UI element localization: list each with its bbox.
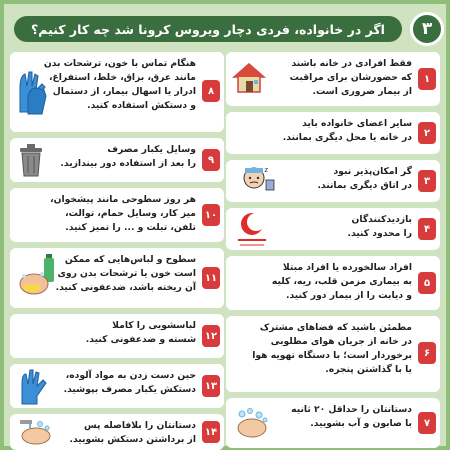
item-text: وسایل یکبار مصرف را بعد از استفاده دور بیندازید. [60, 144, 196, 169]
item-text: افراد سالخورده یا افراد مبتلا به بیماری مزمن قلب، ریه، کلیه و دیابت را از بیمار دور کنید. [271, 262, 412, 301]
handwash-icon [232, 406, 272, 440]
item-text: سایر اعضای خانواده باید در خانه یا محل دیگری بمانند. [282, 118, 412, 143]
item-text: هر روز سطوحی مانند پیشخوان، میز کار، وسایل حمام، توالت، تلفن، تبلت و ... را تمیز کنید. [50, 194, 196, 233]
list-item [10, 52, 224, 132]
list-item [10, 314, 224, 358]
list-item [226, 316, 440, 392]
item-number: ۱۲ [202, 325, 220, 347]
section-number: ۳ [410, 12, 444, 46]
list-item [226, 208, 440, 250]
item-number: ۹ [202, 149, 220, 171]
item-text: مطمئن باشید که فضاهای مشترک در خانه از جریان هوای مطلوبی برخوردار است؛ با دستگاه تهویه هوا یا با گذاشتن پنجره. [252, 322, 412, 375]
right-column [226, 52, 440, 450]
item-number: ۸ [202, 80, 220, 102]
item-text: لباسشویی را کاملا شسته و ضدعفونی کنید. [85, 320, 196, 345]
item-number: ۱ [418, 68, 436, 90]
item-number: ۱۴ [202, 421, 220, 443]
list-item [10, 248, 224, 308]
disinfect-icon [16, 254, 60, 298]
item-text: بازدیدکنندگان را محدود کنید. [347, 214, 412, 239]
list-item [10, 364, 224, 408]
list-item [10, 414, 224, 450]
item-number: ۱۰ [202, 204, 220, 226]
item-number: ۵ [418, 272, 436, 294]
item-number: ۱۱ [202, 267, 220, 289]
item-number: ۲ [418, 122, 436, 144]
item-text: فقط افرادی در خانه باشند که حضورشان برای مراقبت از بیمار ضروری است. [289, 58, 412, 97]
list-item [10, 138, 224, 182]
list-item [226, 398, 440, 448]
header-bar [14, 16, 402, 42]
list-item [226, 256, 440, 310]
item-number: ۳ [418, 170, 436, 192]
item-text: گر امکان‌پذیر نبود در اتاق دیگری بمانند. [317, 166, 412, 191]
item-text: هنگام تماس با خون، ترشحات بدن مانند عرق، بزاق، خلط، استفراغ، ادرار یا اسهال بیمار، از دستمال و دستکش استفاده کنید. [43, 58, 196, 111]
page-title: اگر در خانواده، فردی دچار ویروس کرونا شد چه کار کنیم؟ [31, 21, 385, 37]
svg-text:z: z [264, 166, 268, 174]
item-text: سطوح و لباس‌هایی که ممکن است خون یا ترشحات بدن روی آن ریخته باشد، ضدعفونی کنید. [55, 254, 196, 293]
gloves-icon [16, 66, 50, 116]
item-text: دستانتان را حداقل ۲۰ ثانیه با صابون و آب بشویید. [291, 404, 412, 429]
left-column [10, 52, 224, 450]
list-item [226, 160, 440, 202]
item-number: ۷ [418, 412, 436, 434]
red-crescent-logo [232, 210, 272, 248]
item-number: ۶ [418, 342, 436, 364]
washing-hands-icon [16, 416, 56, 448]
sick-person-icon [232, 164, 276, 198]
house-icon [232, 62, 266, 94]
item-text: دستانتان را بلافاصله پس از برداشتن دستکش بشویید. [69, 420, 196, 445]
item-number: ۴ [418, 218, 436, 240]
glove-icon [16, 366, 50, 406]
list-item [226, 112, 440, 154]
item-number: ۱۳ [202, 375, 220, 397]
header [14, 12, 444, 46]
item-text: حین دست زدن به مواد آلوده، دستکش یکبار مصرف بپوشید. [63, 370, 196, 395]
list-item [10, 188, 224, 242]
list-item [226, 52, 440, 106]
trash-can-icon [16, 142, 46, 178]
